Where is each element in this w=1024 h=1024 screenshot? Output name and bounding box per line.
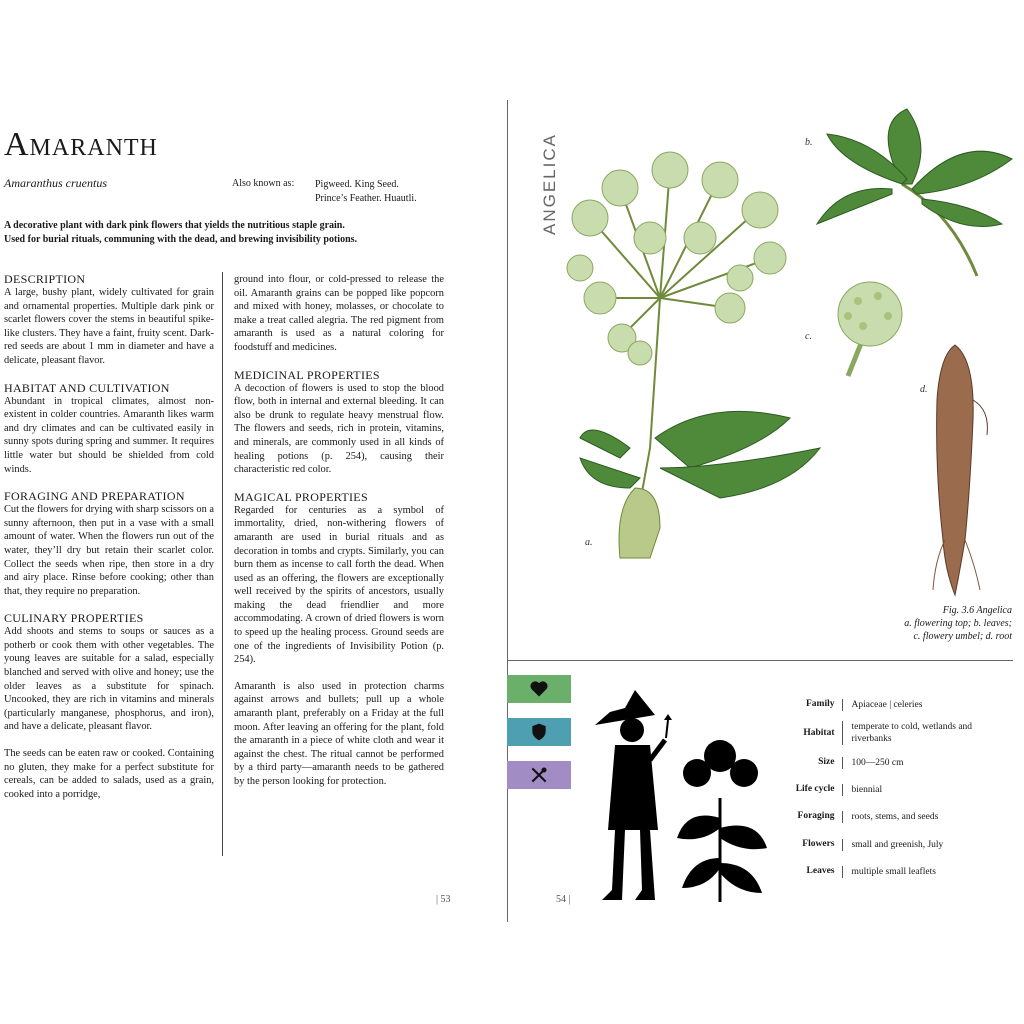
intro-line-1: A decorative plant with dark pink flowers that yields the nutritious staple grain.: [4, 220, 345, 231]
culinary-text-2: The seeds can be eaten raw or cooked. Containing no gluten, they make for a perfect substitute for cereals, can be added to salads, used as a grain, cooked into a porridge,: [4, 748, 214, 800]
angelica-flowering-top-illustration: [560, 148, 830, 568]
page-number-right: 54 |: [556, 894, 571, 905]
description-text: A large, bushy plant, widely cultivated for grain and ornamental properties. Multiple dark pink or scarlet flowers cover the stems in beautiful spike-like clusters. They have a faint, fruity scent. Dark-red seeds are about 1 mm in diameter and have a delicate, pleasant flavor.: [4, 287, 214, 366]
culinary-heading: CULINARY PROPERTIES: [4, 611, 144, 626]
right-column: [234, 273, 444, 789]
book-spine: [507, 100, 508, 922]
habitat-heading: HABITAT AND CULTIVATION: [4, 380, 170, 395]
fact-value: biennial: [851, 785, 883, 795]
fact-label: Family: [780, 699, 843, 711]
fact-label: Leaves: [780, 866, 843, 878]
culinary-text: Add shoots and stems to soups or sauces as a potherb or cook them with other vegetables. The young leaves are suitable for a salad, especially blanched and served with olive and honey; use the older leaves as a substitute for spinach. Uncooked, they are rich in vitamins and minerals (particularly manganese, phosphorus, and iron), and have a delicate, pleasant flavor.: [4, 626, 214, 733]
fact-label: Habitat: [780, 721, 843, 745]
tab-culinary: [507, 761, 571, 789]
tab-healing: [507, 675, 571, 703]
aka-line-1: Pigweed. King Seed.: [315, 179, 399, 190]
angelica-leaves-illustration: [812, 104, 1022, 279]
fact-row: [780, 721, 1010, 745]
fig-label-c: c.: [805, 331, 812, 342]
angelica-root-illustration: [925, 340, 995, 598]
fig-label-b: b.: [805, 137, 813, 148]
latin-name: Amaranthus cruentus: [4, 176, 107, 190]
fact-value: 100—250 cm: [851, 758, 904, 768]
left-column: [4, 272, 214, 801]
fact-value: temperate to cold, wetlands and riverbanks: [851, 722, 973, 744]
fact-label: Life cycle: [780, 784, 843, 796]
fact-label: Foraging: [780, 811, 843, 823]
medicinal-heading: MEDICINAL PROPERTIES: [234, 367, 380, 382]
foraging-heading: FORAGING AND PREPARATION: [4, 489, 185, 504]
fig-label-d: d.: [920, 384, 928, 395]
tab-protection: [507, 718, 571, 746]
shield-icon: [529, 722, 549, 742]
column-divider: [222, 272, 223, 856]
intro-summary: [4, 219, 464, 247]
section-divider: [507, 660, 1013, 661]
angelica-umbel-illustration: [818, 276, 918, 382]
fact-row: [780, 811, 1010, 823]
plant-label-text: ANGELICA: [540, 133, 559, 235]
caption-line-1: Fig. 3.6 Angelica: [942, 605, 1012, 616]
page-number-left: | 53: [436, 894, 451, 905]
fact-label: Flowers: [780, 839, 843, 851]
habitat-text: Abundant in tropical climates, almost non-existent in colder countries. Amaranth likes warm and dry climates and can be cultivated easily in sunny spots during spring and summer. It requires little water but should be shielded from cold winds.: [4, 395, 214, 475]
page-title: Amaranth: [4, 126, 158, 163]
fact-row: [780, 866, 1010, 878]
fact-value: Apiaceae | celeries: [851, 700, 923, 710]
magical-heading: MAGICAL PROPERTIES: [234, 489, 368, 504]
fig-label-a: a.: [585, 537, 593, 548]
foraging-text: Cut the flowers for drying with sharp scissors on a sunny afternoon, then put in a vase with a small amount of water. When the flowers run out of the water, they’ll dry but retain their scarlet color. Collect the seeds when ripe, then store in a dry and airy place. Rinse before cooking; other than that, they require no preparation.: [4, 504, 214, 597]
aka-line-2: Prince’s Feather. Huautli.: [315, 193, 417, 204]
fact-value: small and greenish, July: [851, 840, 944, 850]
angelica-silhouette: [672, 738, 768, 902]
description-heading: DESCRIPTION: [4, 272, 86, 286]
aka-label: Also known as:: [232, 178, 295, 189]
culinary-text-3: ground into flour, or cold-pressed to release the oil. Amaranth grains can be popped like popcorn and mixed with honey, molasses, or chocolate to make a treat called alegria. The red pigment from amaranth is used as a natural coloring for foodstuff and medicines.: [234, 274, 444, 353]
fact-row: [780, 839, 1010, 851]
magical-text: Regarded for centuries as a symbol of immortality, dried, non-withering flowers of amaranth are used in burial rituals and as decoration in tombs and crypts. Similarly, you can burn them as incense to call forth the dead. When used as an offering, the flowers are exceptionally well received by the spirits of ancestors, usually making the dead friendlier and more accommodating. A crown of dried flowers is worn to speed up the healing process. Ground seeds are one of the ingredients of Invisibility Potion (p. 254).: [234, 504, 444, 666]
fact-label: Size: [780, 757, 843, 769]
caption-line-2: a. flowering top; b. leaves;: [904, 618, 1012, 629]
caption-line-3: c. flowery umbel; d. root: [913, 631, 1012, 642]
fact-row: [780, 699, 1010, 711]
medicinal-text: A decoction of flowers is used to stop the blood flow, both in internal and external bleeding. It can also be drunk to regulate heavy menstrual flow. The flowers and seeds, rich in protein, vitamins, and minerals, are commonly used in all kinds of healing potions (p. 254), causing their characteristic red color.: [234, 382, 444, 476]
witch-silhouette: [590, 690, 680, 905]
fact-value: multiple small leaflets: [851, 867, 936, 877]
utensils-icon: [529, 765, 549, 785]
figure-caption: [840, 604, 1012, 643]
fact-row: [780, 784, 1010, 796]
aka-value: [315, 178, 465, 206]
intro-line-2: Used for burial rituals, communing with the dead, and brewing invisibility potions.: [4, 234, 358, 245]
fact-value: roots, stems, and seeds: [851, 812, 939, 822]
magical-text-2: Amaranth is also used in protection charms against arrows and bullets; pull up a whole amaranth plant, preferably on a Friday at the full moon. After leaving an offering for the plant, fold the amaranth in a piece of white cloth and wear it against the chest. The ritual cannot be performed by a third party—amaranth needs to be gathered by the person looking for protection.: [234, 680, 444, 787]
heart-icon: [529, 679, 549, 699]
fact-row: [780, 757, 1010, 769]
